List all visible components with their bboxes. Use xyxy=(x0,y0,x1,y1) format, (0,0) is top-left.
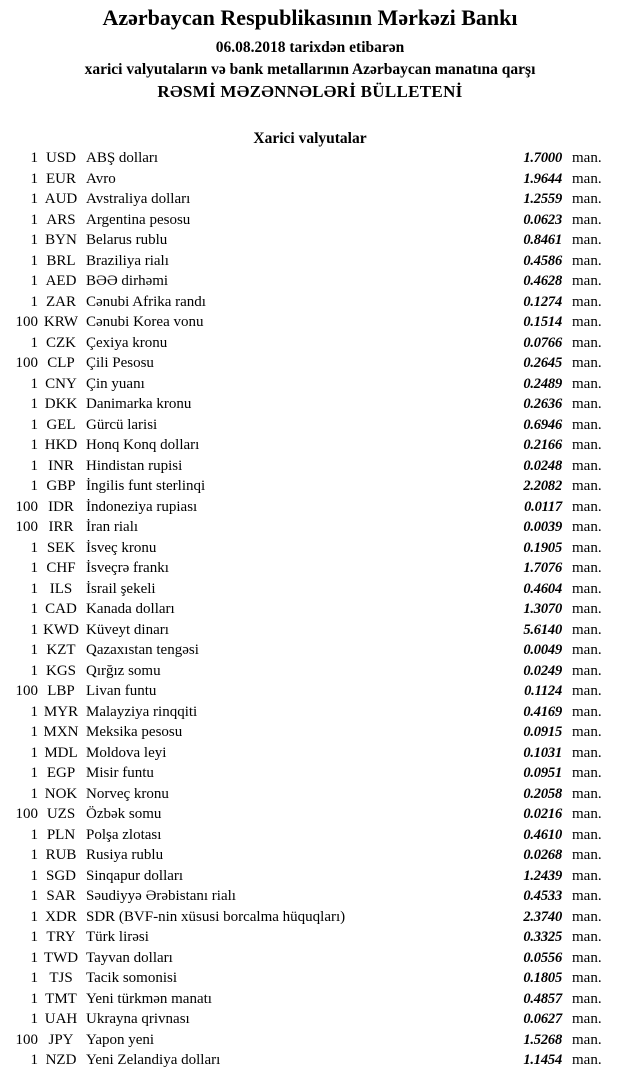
rate-value: 0.1905 xyxy=(523,539,562,556)
unit-label: man. xyxy=(572,867,602,884)
rate-row-dkk xyxy=(0,396,620,417)
currency-code: SAR xyxy=(46,888,76,904)
rate-row-inr xyxy=(0,458,620,479)
quantity: 1 xyxy=(30,1052,38,1068)
quantity: 1 xyxy=(30,150,38,166)
rate-row-idr xyxy=(0,499,620,520)
currency-name: Çin yuanı xyxy=(86,375,145,392)
rate-value: 0.4857 xyxy=(523,990,562,1007)
unit-label: man. xyxy=(572,437,602,453)
effective-date-line: 06.08.2018 tarixdən etibarən xyxy=(215,39,405,56)
quantity: 1 xyxy=(30,867,38,884)
currency-code: MDL xyxy=(44,744,78,761)
currency-code: IRR xyxy=(48,519,74,535)
rate-row-pln xyxy=(0,827,620,848)
rate-row-krw xyxy=(0,314,620,335)
rate-row-czk xyxy=(0,335,620,356)
unit-label: man. xyxy=(572,252,602,269)
rate-value: 0.2058 xyxy=(523,785,562,802)
rate-row-kwd xyxy=(0,622,620,643)
currency-code: CNY xyxy=(45,375,77,392)
rate-value: 1.5268 xyxy=(523,1031,562,1048)
rate-row-rub xyxy=(0,847,620,868)
unit-label: man. xyxy=(572,888,602,904)
currency-name: Yeni türkmən manatı xyxy=(86,990,212,1007)
unit-label: man. xyxy=(572,560,602,576)
rate-value: 0.0049 xyxy=(523,642,562,658)
rate-value: 0.1274 xyxy=(523,293,562,310)
scope-line: xarici valyutaların və bank metallarının Azərbaycan manatına qarşı xyxy=(84,61,536,78)
currency-name: Avro xyxy=(86,170,116,187)
quantity: 1 xyxy=(30,560,38,576)
unit-label: man. xyxy=(572,785,602,802)
rate-row-byn xyxy=(0,232,620,253)
unit-label: man. xyxy=(572,744,602,761)
rate-value: 0.0216 xyxy=(523,806,562,822)
currency-name: Çexiya kronu xyxy=(86,334,168,351)
currency-name: Danimarka kronu xyxy=(86,396,192,412)
rate-row-aud xyxy=(0,191,620,212)
rate-value: 0.4586 xyxy=(523,252,562,269)
currency-code: NZD xyxy=(45,1052,77,1068)
currency-code: IDR xyxy=(48,498,74,515)
rate-row-uzs xyxy=(0,806,620,827)
currency-name: Belarus rublu xyxy=(86,232,168,248)
unit-label: man. xyxy=(572,519,602,535)
currency-code: BYN xyxy=(45,232,77,248)
unit-label: man. xyxy=(572,1031,602,1048)
currency-code: GBP xyxy=(46,478,76,494)
rate-row-nzd xyxy=(0,1052,620,1073)
unit-label: man. xyxy=(572,191,602,207)
quantity: 1 xyxy=(30,765,38,781)
currency-code: KWD xyxy=(43,621,79,638)
currency-code: CLP xyxy=(47,355,75,371)
unit-label: man. xyxy=(572,949,602,966)
currency-code: DKK xyxy=(44,396,78,412)
currency-code: TWD xyxy=(43,949,79,966)
unit-label: man. xyxy=(572,457,602,474)
quantity: 1 xyxy=(30,621,38,638)
section-title-foreign-currencies: Xarici valyutalar xyxy=(253,130,367,147)
quantity: 100 xyxy=(15,314,38,330)
rate-value: 0.0627 xyxy=(523,1011,562,1027)
currency-code: GEL xyxy=(46,416,76,433)
currency-code: ZAR xyxy=(46,293,76,310)
quantity: 1 xyxy=(30,826,38,843)
currency-code: CZK xyxy=(46,334,76,351)
rate-value: 1.2439 xyxy=(523,867,562,884)
currency-name: Gürcü larisi xyxy=(86,416,158,433)
quantity: 1 xyxy=(30,211,38,228)
currency-name: İsveç kronu xyxy=(86,539,157,556)
unit-label: man. xyxy=(572,642,602,658)
rate-value: 5.6140 xyxy=(523,621,562,638)
rate-value: 0.2645 xyxy=(523,355,562,371)
unit-label: man. xyxy=(572,806,602,822)
rate-row-cny xyxy=(0,376,620,397)
quantity: 1 xyxy=(30,949,38,966)
rate-value: 0.2166 xyxy=(523,437,562,453)
quantity: 1 xyxy=(30,642,38,658)
currency-code: ILS xyxy=(49,580,73,597)
unit-label: man. xyxy=(572,1052,602,1068)
quantity: 1 xyxy=(30,539,38,556)
rate-row-mdl xyxy=(0,745,620,766)
currency-name: Türk lirəsi xyxy=(86,929,149,945)
rate-value: 0.1514 xyxy=(523,314,562,330)
currency-name: ABŞ dolları xyxy=(86,150,159,166)
rate-value: 2.3740 xyxy=(523,908,562,925)
rate-row-eur xyxy=(0,171,620,192)
currency-name: Küveyt dinarı xyxy=(86,621,169,638)
quantity: 100 xyxy=(15,498,38,515)
currency-name: Ukrayna qrivnası xyxy=(86,1011,190,1027)
currency-code: JPY xyxy=(48,1031,74,1048)
quantity: 1 xyxy=(30,334,38,351)
quantity: 100 xyxy=(15,683,38,699)
quantity: 100 xyxy=(15,1031,38,1048)
currency-code: ARS xyxy=(46,211,76,228)
rate-value: 0.0951 xyxy=(523,765,562,781)
unit-label: man. xyxy=(572,1011,602,1027)
rate-value: 0.0556 xyxy=(523,949,562,966)
unit-label: man. xyxy=(572,314,602,330)
rate-row-nok xyxy=(0,786,620,807)
currency-code: CHF xyxy=(46,560,76,576)
bulletin-title: RƏSMİ MƏZƏNNƏLƏRİ BÜLLETENİ xyxy=(157,82,463,101)
rate-row-egp xyxy=(0,765,620,786)
unit-label: man. xyxy=(572,211,602,228)
rate-row-sar xyxy=(0,888,620,909)
rate-value: 0.4169 xyxy=(523,703,562,720)
currency-name: Polşa zlotası xyxy=(86,826,162,843)
currency-name: Hindistan rupisi xyxy=(86,457,183,474)
quantity: 100 xyxy=(15,355,38,371)
unit-label: man. xyxy=(572,683,602,699)
rate-value: 1.3070 xyxy=(523,601,562,617)
exchange-rates-table xyxy=(0,150,620,1073)
unit-label: man. xyxy=(572,273,602,289)
rate-row-sek xyxy=(0,540,620,561)
currency-code: XDR xyxy=(45,908,77,925)
currency-code: CAD xyxy=(45,601,77,617)
currency-code: AED xyxy=(45,273,77,289)
currency-code: HKD xyxy=(44,437,78,453)
currency-code: MXN xyxy=(43,724,79,740)
quantity: 1 xyxy=(30,478,38,494)
unit-label: man. xyxy=(572,416,602,433)
currency-name: Tacik somonisi xyxy=(86,970,178,986)
rate-value: 0.1031 xyxy=(523,744,562,761)
rate-row-jpy xyxy=(0,1032,620,1053)
currency-name: SDR (BVF-nin xüsusi borcalma hüquqları) xyxy=(86,908,346,925)
rate-value: 0.8461 xyxy=(523,232,562,248)
quantity: 1 xyxy=(30,888,38,904)
unit-label: man. xyxy=(572,170,602,187)
unit-label: man. xyxy=(572,929,602,945)
rate-value: 0.0766 xyxy=(523,334,562,351)
quantity: 1 xyxy=(30,744,38,761)
quantity: 100 xyxy=(15,806,38,822)
currency-name: Cənubi Korea vonu xyxy=(86,314,204,330)
rate-value: 0.2489 xyxy=(523,375,562,392)
currency-code: UAH xyxy=(44,1011,78,1027)
rate-value: 0.4533 xyxy=(523,888,562,904)
rate-value: 0.0623 xyxy=(523,211,562,228)
currency-name: Misir funtu xyxy=(86,765,154,781)
quantity: 1 xyxy=(30,580,38,597)
currency-code: TJS xyxy=(49,970,73,986)
rate-value: 1.2559 xyxy=(523,191,562,207)
currency-code: USD xyxy=(45,150,76,166)
rate-value: 0.4610 xyxy=(523,826,562,843)
quantity: 1 xyxy=(30,724,38,740)
quantity: 1 xyxy=(30,847,38,863)
rate-row-gbp xyxy=(0,478,620,499)
currency-name: Avstraliya dolları xyxy=(86,191,191,207)
currency-code: EGP xyxy=(46,765,76,781)
quantity: 1 xyxy=(30,396,38,412)
unit-label: man. xyxy=(572,478,602,494)
rate-row-mxn xyxy=(0,724,620,745)
unit-label: man. xyxy=(572,375,602,392)
rate-row-sgd xyxy=(0,868,620,889)
quantity: 1 xyxy=(30,970,38,986)
currency-code: SEK xyxy=(46,539,76,556)
quantity: 1 xyxy=(30,785,38,802)
rate-row-zar xyxy=(0,294,620,315)
quantity: 1 xyxy=(30,703,38,720)
rate-row-cad xyxy=(0,601,620,622)
currency-name: İndoneziya rupiası xyxy=(86,498,198,515)
currency-code: KGS xyxy=(45,662,76,679)
currency-code: KZT xyxy=(46,642,76,658)
unit-label: man. xyxy=(572,765,602,781)
rate-value: 0.3325 xyxy=(523,929,562,945)
currency-name: Kanada dolları xyxy=(86,601,175,617)
quantity: 1 xyxy=(30,273,38,289)
currency-code: TRY xyxy=(46,929,76,945)
quantity: 1 xyxy=(30,990,38,1007)
unit-label: man. xyxy=(572,970,602,986)
currency-name: Honq Konq dolları xyxy=(86,437,200,453)
rate-value: 0.4628 xyxy=(523,273,562,289)
quantity: 100 xyxy=(15,519,38,535)
currency-name: Moldova leyi xyxy=(86,744,167,761)
unit-label: man. xyxy=(572,355,602,371)
rate-row-clp xyxy=(0,355,620,376)
currency-name: İngilis funt sterlinqi xyxy=(86,478,206,494)
currency-code: TMT xyxy=(45,990,77,1007)
rate-row-irr xyxy=(0,519,620,540)
quantity: 1 xyxy=(30,252,38,269)
rate-value: 0.2636 xyxy=(523,396,562,412)
unit-label: man. xyxy=(572,334,602,351)
currency-name: Səudiyyə Ərəbistanı rialı xyxy=(86,888,236,904)
rate-value: 1.7000 xyxy=(523,150,562,166)
unit-label: man. xyxy=(572,580,602,597)
rate-row-ils xyxy=(0,581,620,602)
rate-value: 0.1124 xyxy=(524,683,562,699)
rate-value: 0.1805 xyxy=(523,970,562,986)
currency-name: Norveç kronu xyxy=(86,785,169,802)
unit-label: man. xyxy=(572,601,602,617)
quantity: 1 xyxy=(30,375,38,392)
unit-label: man. xyxy=(572,150,602,166)
currency-code: AUD xyxy=(44,191,78,207)
currency-name: Qazaxıstan tengəsi xyxy=(86,642,199,658)
unit-label: man. xyxy=(572,621,602,638)
quantity: 1 xyxy=(30,416,38,433)
quantity: 1 xyxy=(30,1011,38,1027)
rate-value: 0.6946 xyxy=(523,416,562,433)
rate-row-lbp xyxy=(0,683,620,704)
rate-row-tmt xyxy=(0,991,620,1012)
currency-code: INR xyxy=(48,457,74,474)
currency-code: PLN xyxy=(46,826,76,843)
currency-name: İsrail şekeli xyxy=(86,580,156,597)
rate-value: 0.0915 xyxy=(523,724,562,740)
currency-code: SGD xyxy=(45,867,76,884)
rate-row-ars xyxy=(0,212,620,233)
quantity: 1 xyxy=(30,601,38,617)
unit-label: man. xyxy=(572,232,602,248)
rate-value: 1.1454 xyxy=(523,1052,562,1068)
quantity: 1 xyxy=(30,293,38,310)
rate-row-kzt xyxy=(0,642,620,663)
bank-title: Azərbaycan Respublikasının Mərkəzi Bankı xyxy=(102,5,518,30)
currency-code: RUB xyxy=(45,847,77,863)
rate-row-brl xyxy=(0,253,620,274)
currency-name: Çili Pesosu xyxy=(86,355,154,371)
currency-name: Argentina pesosu xyxy=(86,211,191,228)
currency-name: Livan funtu xyxy=(86,683,157,699)
quantity: 1 xyxy=(30,929,38,945)
currency-name: Yeni Zelandiya dolları xyxy=(86,1052,221,1068)
currency-code: KRW xyxy=(43,314,79,330)
rate-value: 0.0248 xyxy=(523,457,562,474)
quantity: 1 xyxy=(30,437,38,453)
unit-label: man. xyxy=(572,990,602,1007)
rate-row-twd xyxy=(0,950,620,971)
currency-code: BRL xyxy=(46,252,76,269)
currency-name: Meksika pesosu xyxy=(86,724,183,740)
currency-name: Qırğız somu xyxy=(86,662,161,679)
unit-label: man. xyxy=(572,703,602,720)
currency-name: İsveçrə frankı xyxy=(86,560,169,576)
rate-row-kgs xyxy=(0,663,620,684)
unit-label: man. xyxy=(572,847,602,863)
unit-label: man. xyxy=(572,539,602,556)
currency-name: İran rialı xyxy=(86,519,139,535)
rate-value: 2.2082 xyxy=(523,478,562,494)
currency-code: EUR xyxy=(46,170,76,187)
rate-row-tjs xyxy=(0,970,620,991)
rate-row-uah xyxy=(0,1011,620,1032)
currency-name: Sinqapur dolları xyxy=(86,867,184,884)
rate-row-try xyxy=(0,929,620,950)
quantity: 1 xyxy=(30,170,38,187)
rate-row-xdr xyxy=(0,909,620,930)
rate-value: 0.4604 xyxy=(523,580,562,597)
quantity: 1 xyxy=(30,662,38,679)
quantity: 1 xyxy=(30,191,38,207)
quantity: 1 xyxy=(30,457,38,474)
unit-label: man. xyxy=(572,908,602,925)
rate-value: 0.0117 xyxy=(524,498,562,515)
rate-row-chf xyxy=(0,560,620,581)
currency-name: Rusiya rublu xyxy=(86,847,164,863)
currency-name: Malayziya rinqqiti xyxy=(86,703,198,720)
rate-row-myr xyxy=(0,704,620,725)
unit-label: man. xyxy=(572,293,602,310)
unit-label: man. xyxy=(572,826,602,843)
unit-label: man. xyxy=(572,498,602,515)
currency-name: BƏƏ dirhəmi xyxy=(86,273,169,289)
rate-row-gel xyxy=(0,417,620,438)
rate-value: 0.0268 xyxy=(523,847,562,863)
rate-value: 1.7076 xyxy=(523,560,562,576)
rate-value: 1.9644 xyxy=(523,170,562,187)
currency-code: LBP xyxy=(47,683,75,699)
unit-label: man. xyxy=(572,396,602,412)
quantity: 1 xyxy=(30,232,38,248)
currency-code: UZS xyxy=(46,806,76,822)
currency-name: Özbək somu xyxy=(86,806,162,822)
currency-name: Tayvan dolları xyxy=(86,949,173,966)
unit-label: man. xyxy=(572,662,602,679)
unit-label: man. xyxy=(572,724,602,740)
currency-code: MYR xyxy=(43,703,79,720)
currency-name: Yapon yeni xyxy=(86,1031,155,1048)
currency-name: Cənubi Afrika randı xyxy=(86,293,206,310)
quantity: 1 xyxy=(30,908,38,925)
rate-value: 0.0249 xyxy=(523,662,562,679)
rate-row-hkd xyxy=(0,437,620,458)
bulletin-header xyxy=(0,4,620,103)
rate-row-aed xyxy=(0,273,620,294)
currency-code: NOK xyxy=(44,785,78,802)
rate-row-usd xyxy=(0,150,620,171)
currency-name: Braziliya rialı xyxy=(86,252,169,269)
rate-value: 0.0039 xyxy=(523,519,562,535)
